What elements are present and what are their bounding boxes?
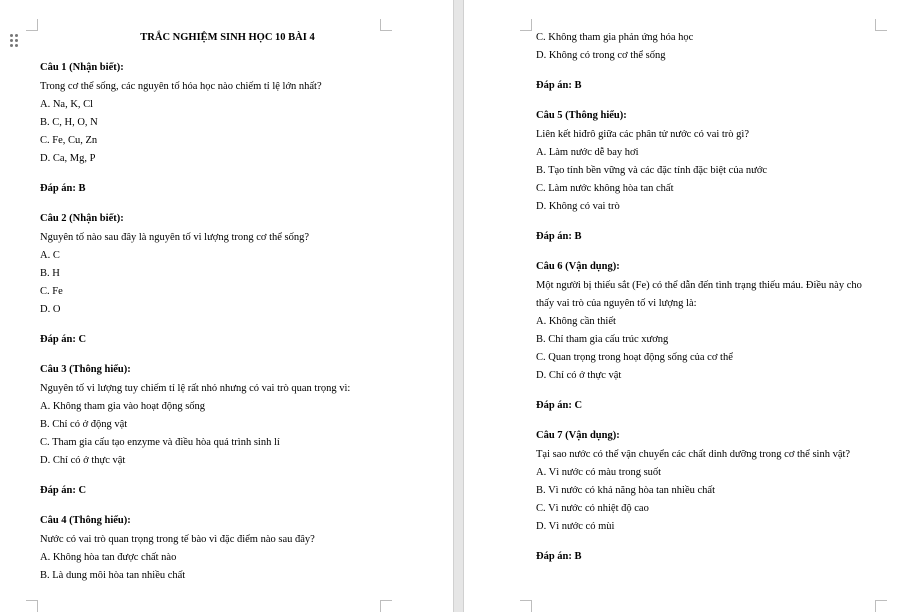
answer-option: A. Làm nước dễ bay hơi [536, 147, 639, 158]
answer-option: D. O [40, 304, 61, 315]
question-text: Nguyên tố vi lượng tuy chiếm tỉ lệ rất nhỏ nhưng có vai trò quan trọng vì: [40, 383, 351, 394]
question-text: Trong cơ thể sống, các nguyên tố hóa học nào chiếm tỉ lệ lớn nhất? [40, 81, 322, 92]
answer-option: C. Quan trọng trong hoạt động sống của cơ thể [536, 352, 733, 363]
answer-key: Đáp án: C [536, 400, 583, 411]
left-page-content [40, 29, 435, 585]
page-gap [453, 0, 464, 612]
answer-option: B. H [40, 268, 60, 279]
margin-corner-mark [875, 19, 887, 31]
answer-key: Đáp án: C [40, 485, 87, 496]
answer-option: C. Fe [40, 286, 63, 297]
document-title: TRẮC NGHIỆM SINH HỌC 10 BÀI 4 [140, 32, 315, 43]
margin-corner-mark [26, 19, 38, 31]
answer-option: C. Làm nước không hòa tan chất [536, 183, 674, 194]
answer-option: B. Tạo tính bền vững và các đặc tính đặc biệt của nước [536, 165, 768, 176]
question-heading: Câu 7 (Vận dụng): [536, 430, 620, 441]
answer-option: A. Không hòa tan được chất nào [40, 552, 177, 563]
answer-option: D. Chỉ có ở thực vật [40, 455, 126, 466]
answer-option: D. Chỉ có ở thực vật [536, 370, 622, 381]
question-text: Một người bị thiếu sắt (Fe) có thể dẫn đến tình trạng thiếu máu. Điều này cho thấy vai trò của nguyên tố vi lượng là: [536, 280, 862, 309]
answer-key: Đáp án: B [536, 80, 582, 91]
answer-key: Đáp án: B [536, 231, 582, 242]
answer-option: D. Không có vai trò [536, 201, 620, 212]
question-text: Liên kết hiđrô giữa các phân tử nước có vai trò gì? [536, 129, 750, 140]
answer-option: C. Không tham gia phản ứng hóa học [536, 32, 694, 43]
question-text: Nước có vai trò quan trọng trong tế bào vì đặc điểm nào sau đây? [40, 534, 315, 545]
question-heading: Câu 4 (Thông hiểu): [40, 515, 131, 526]
margin-corner-mark [520, 600, 532, 612]
answer-option: A. Không cần thiết [536, 316, 616, 327]
answer-option: C. Vì nước có nhiệt độ cao [536, 503, 649, 514]
document-page-left[interactable] [0, 0, 453, 612]
question-heading: Câu 6 (Vận dụng): [536, 261, 620, 272]
answer-option: C. Tham gia cấu tạo enzyme và điều hòa quá trình sinh lí [40, 437, 280, 448]
answer-key: Đáp án: B [536, 551, 582, 562]
answer-key: Đáp án: B [40, 183, 86, 194]
answer-option: B. Chỉ tham gia cấu trúc xương [536, 334, 669, 345]
answer-option: D. Không có trong cơ thể sống [536, 50, 666, 61]
answer-option: D. Vì nước có mùi [536, 521, 615, 532]
answer-key: Đáp án: C [40, 334, 87, 345]
answer-option: A. Na, K, Cl [40, 99, 94, 110]
drag-handle-icon[interactable] [10, 34, 18, 48]
answer-option: A. C [40, 250, 60, 261]
right-page-content [536, 29, 876, 566]
answer-option: D. Ca, Mg, P [40, 153, 96, 164]
question-heading: Câu 5 (Thông hiểu): [536, 110, 627, 121]
answer-option: C. Fe, Cu, Zn [40, 135, 98, 146]
margin-corner-mark [26, 600, 38, 612]
margin-corner-mark [520, 19, 532, 31]
question-heading: Câu 2 (Nhận biết): [40, 213, 124, 224]
answer-option: A. Không tham gia vào hoạt động sống [40, 401, 206, 412]
question-text: Tại sao nước có thể vận chuyển các chất dinh dưỡng trong cơ thể sinh vật? [536, 449, 851, 460]
question-heading: Câu 1 (Nhận biết): [40, 62, 124, 73]
answer-option: B. C, H, O, N [40, 117, 98, 128]
answer-option: B. Là dung môi hòa tan nhiều chất [40, 570, 186, 581]
margin-corner-mark [875, 600, 887, 612]
document-page-right[interactable] [464, 0, 913, 612]
answer-option: B. Chỉ có ở động vật [40, 419, 128, 430]
answer-option: B. Vì nước có khả năng hòa tan nhiều chất [536, 485, 716, 496]
question-text: Nguyên tố nào sau đây là nguyên tố vi lượng trong cơ thể sống? [40, 232, 310, 243]
answer-option: A. Vì nước có màu trong suốt [536, 467, 662, 478]
margin-corner-mark [380, 600, 392, 612]
question-heading: Câu 3 (Thông hiểu): [40, 364, 131, 375]
